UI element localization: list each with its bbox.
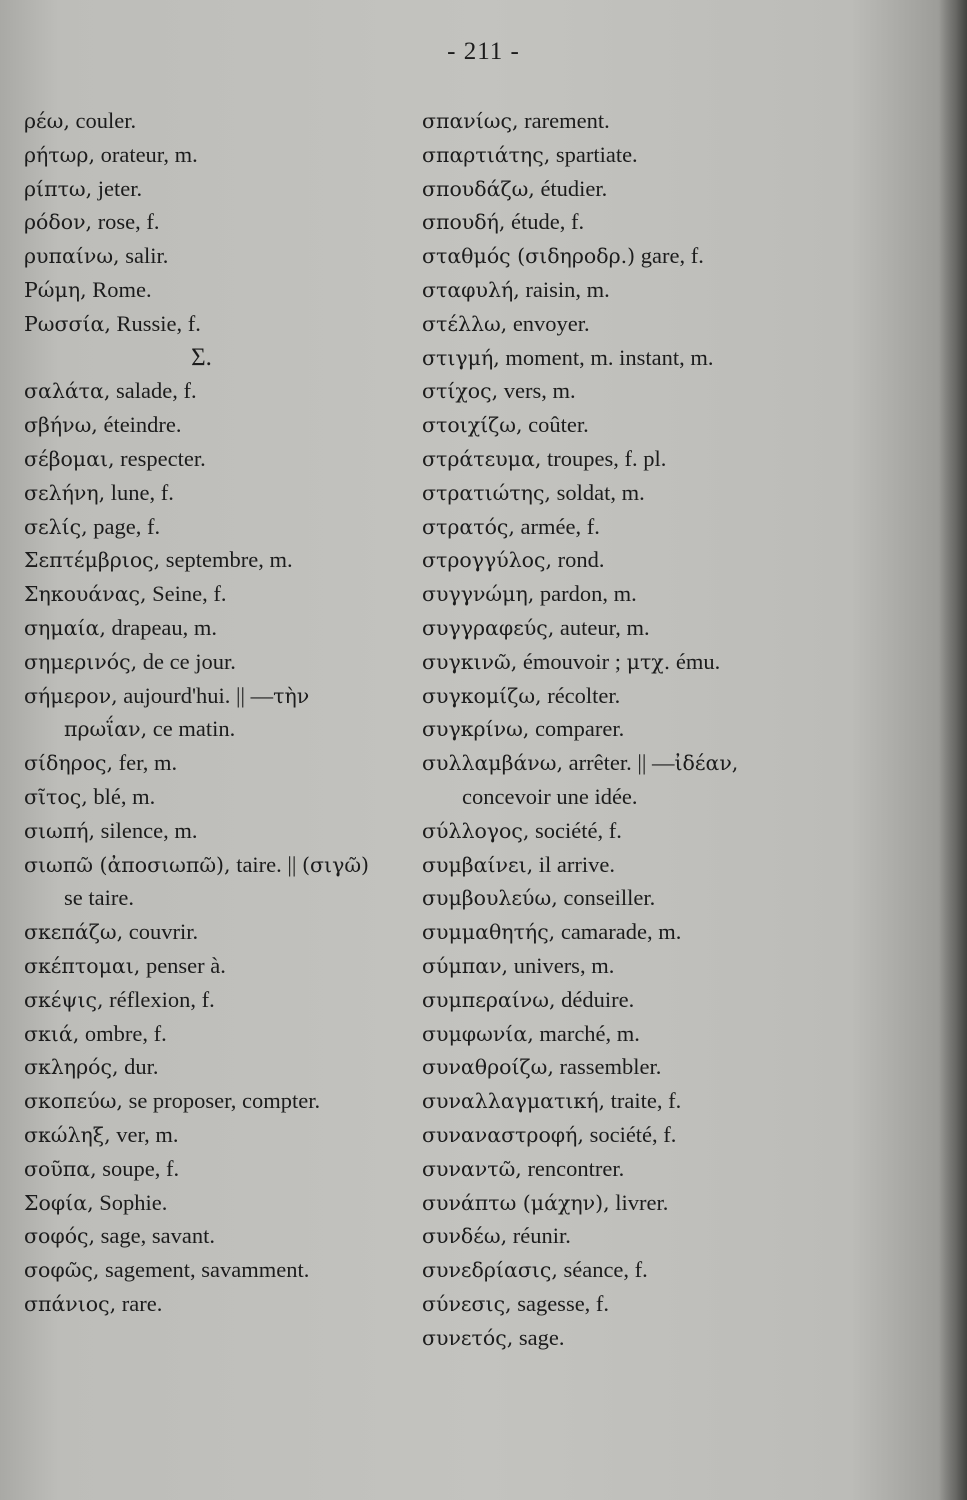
dictionary-entry (422, 1118, 942, 1152)
greek-headword: σημαία, (24, 615, 106, 640)
dictionary-entry (24, 712, 419, 746)
dictionary-entry (24, 577, 419, 611)
french-gloss: rose, f. (92, 209, 160, 235)
french-gloss: concevoir une idée. (462, 783, 638, 809)
section-heading: Σ. (191, 343, 212, 371)
dictionary-entry (422, 205, 942, 239)
greek-headword: σπαρτιάτης, (422, 142, 551, 167)
greek-headword: σκέψις, (24, 987, 104, 1012)
french-gloss: sage. (513, 1324, 565, 1350)
greek-headword: σύνεσις, (422, 1291, 512, 1316)
greek-headword: σταφυλή, (422, 277, 520, 302)
french-gloss: déduire. (555, 986, 635, 1012)
greek-headword: ρίπτω, (24, 176, 93, 201)
french-gloss: armée, f. (514, 513, 600, 539)
french-gloss: troupes, f. pl. (541, 445, 667, 471)
greek-headword: σῖτος, (24, 784, 88, 809)
french-gloss: rencontrer. (521, 1155, 625, 1181)
dictionary-entry (422, 679, 942, 713)
french-gloss: page, f. (87, 513, 161, 539)
french-gloss: Sophie. (93, 1189, 168, 1215)
dictionary-entry (422, 1287, 942, 1321)
french-gloss: Russie, f. (110, 310, 201, 336)
greek-headword: τὴν (273, 683, 310, 708)
greek-headword: στοιχίζω, (422, 413, 523, 438)
french-gloss: se taire. (64, 885, 134, 911)
dictionary-entry (24, 476, 419, 510)
greek-headword: σκεπάζω, (24, 920, 124, 945)
greek-headword: σοφός, (24, 1224, 96, 1249)
dictionary-entry (422, 1186, 942, 1220)
dictionary-entry (24, 442, 419, 476)
dictionary-entry (24, 205, 419, 239)
french-gloss: taire. || (230, 851, 303, 877)
dictionary-entry (422, 915, 942, 949)
greek-headword: στέλλω, (422, 311, 508, 336)
greek-headword: συγγραφεύς, (422, 615, 555, 640)
dictionary-entry (422, 1050, 942, 1084)
french-gloss: marché, m. (533, 1020, 640, 1046)
french-gloss: septembre, m. (160, 547, 293, 573)
dictionary-entry (422, 104, 942, 138)
dictionary-entry (422, 712, 942, 746)
french-gloss: soupe, f. (96, 1155, 180, 1181)
greek-headword: Σεπτέμβριος, (24, 548, 161, 573)
french-gloss: émouvoir ; (517, 648, 627, 674)
greek-headword: συμβαίνει, (422, 852, 534, 877)
french-gloss: réunir. (507, 1223, 571, 1249)
dictionary-entry (24, 172, 419, 206)
french-gloss: couler. (69, 108, 137, 133)
dictionary-entry (24, 1253, 419, 1287)
dictionary-entry (422, 848, 942, 882)
french-gloss: sagement, savamment. (99, 1257, 310, 1283)
french-gloss: étude, f. (505, 209, 585, 235)
greek-headword: σκιά, (24, 1021, 80, 1046)
french-gloss: aujourd'hui. || — (117, 682, 274, 708)
dictionary-entry (422, 239, 942, 273)
dictionary-entry (24, 645, 419, 679)
greek-headword: συνεδρίασις, (422, 1258, 558, 1283)
dictionary-entry (24, 814, 419, 848)
french-gloss: rond. (552, 547, 605, 573)
greek-headword: συγγνώμη, (422, 582, 535, 607)
greek-headword: συνάπτω (μάχην), (422, 1190, 610, 1215)
greek-headword: στρατός, (422, 514, 515, 539)
greek-headword: σπουδάζω, (422, 176, 535, 201)
dictionary-entry (422, 273, 942, 307)
french-gloss: drapeau, m. (105, 614, 218, 640)
french-gloss: rarement. (518, 108, 610, 133)
greek-headword: σταθμός (σιδηροδρ.) (422, 244, 636, 269)
french-gloss: dur. (118, 1054, 159, 1080)
french-gloss: auteur, m. (554, 614, 650, 640)
french-gloss: se proposer, compter. (122, 1088, 321, 1114)
dictionary-entry (422, 645, 942, 679)
greek-headword: συλλαμβάνω, (422, 751, 563, 776)
greek-headword: σκέπτομαι, (24, 953, 141, 978)
greek-headword: σοῦπα, (24, 1156, 97, 1181)
dictionary-entry (422, 1219, 942, 1253)
dictionary-entry (422, 1321, 942, 1355)
french-gloss: Rome. (86, 276, 152, 302)
french-gloss: envoyer. (507, 310, 590, 336)
french-gloss: camarade, m. (555, 919, 682, 945)
french-gloss: silence, m. (95, 817, 198, 843)
french-gloss: rassembler. (553, 1054, 662, 1080)
greek-headword: ρυπαίνω, (24, 244, 120, 269)
greek-headword: συνδέω, (422, 1224, 508, 1249)
dictionary-entry (24, 1084, 419, 1118)
french-gloss: conseiller. (557, 885, 656, 911)
french-gloss: séance, f. (557, 1257, 648, 1283)
dictionary-entry (24, 1287, 419, 1321)
dictionary-entry (422, 1084, 942, 1118)
french-gloss: réflexion, f. (103, 986, 215, 1012)
french-gloss: fer, m. (113, 750, 178, 776)
french-gloss: traite, f. (605, 1088, 682, 1114)
greek-headword: σιωπῶ (ἀποσιωπῶ), (24, 852, 231, 877)
dictionary-entry (24, 543, 419, 577)
dictionary-entry (24, 611, 419, 645)
french-gloss: pardon, m. (534, 581, 637, 607)
greek-headword: σπανίως, (422, 109, 519, 133)
greek-headword: συμβουλεύω, (422, 886, 558, 911)
greek-headword: στράτευμα, (422, 446, 542, 471)
page-edge-shadow (939, 0, 967, 1500)
greek-headword: σίδηρος, (24, 751, 114, 776)
dictionary-entry (24, 949, 419, 983)
greek-headword: σοφῶς, (24, 1258, 100, 1283)
greek-headword: στίχος, (422, 379, 499, 404)
greek-headword: Σοφία, (24, 1190, 94, 1215)
dictionary-entry (422, 510, 942, 544)
french-gloss: jeter. (92, 175, 143, 201)
french-gloss: ombre, f. (79, 1020, 167, 1046)
dictionary-entry (422, 138, 942, 172)
french-gloss: spartiate. (550, 141, 638, 167)
dictionary-entry (422, 746, 942, 780)
french-gloss: sagesse, f. (511, 1290, 610, 1316)
greek-headword: σιωπή, (24, 818, 96, 843)
greek-headword: σπάνιος, (24, 1291, 117, 1316)
dictionary-entry (24, 1118, 419, 1152)
dictionary-entry (24, 510, 419, 544)
greek-headword: ρόδον, (24, 210, 93, 235)
greek-headword: συμφωνία, (422, 1021, 534, 1046)
greek-headword: σελίς, (24, 514, 88, 539)
dictionary-entry (24, 780, 419, 814)
page-number: - 211 - (447, 38, 520, 65)
greek-headword: σέβομαι, (24, 446, 115, 471)
greek-headword: στιγμή, (422, 345, 500, 370)
french-gloss: salade, f. (110, 378, 197, 404)
greek-headword: σκληρός, (24, 1055, 119, 1080)
french-gloss: couvrir. (123, 919, 199, 945)
french-gloss: penser à. (140, 952, 226, 978)
french-gloss: arrêter. || — (563, 750, 675, 776)
dictionary-entry (24, 1050, 419, 1084)
dictionary-entry (24, 1219, 419, 1253)
dictionary-entry (24, 746, 419, 780)
french-gloss: coûter. (522, 412, 589, 438)
greek-headword: συμπεραίνω, (422, 987, 556, 1012)
french-gloss: étudier. (534, 175, 608, 201)
dictionary-entry (24, 104, 419, 138)
french-gloss: ému. (670, 648, 721, 674)
greek-headword: σβήνω, (24, 413, 98, 438)
french-gloss: comparer. (529, 716, 625, 742)
dictionary-entry (24, 138, 419, 172)
french-gloss: société, f. (583, 1121, 677, 1147)
dictionary-entry (24, 273, 419, 307)
french-gloss: soldat, m. (550, 479, 645, 505)
greek-headword: σελήνη, (24, 480, 106, 505)
greek-headword: ρέω, (24, 109, 70, 133)
greek-headword: συναντῶ, (422, 1156, 522, 1181)
greek-headword: σαλάτα, (24, 379, 111, 404)
dictionary-entry (422, 442, 942, 476)
greek-headword: συναλλαγματική, (422, 1089, 605, 1114)
dictionary-entry (24, 881, 419, 915)
greek-headword: στρογγύλος, (422, 548, 553, 573)
dictionary-entry (422, 172, 942, 206)
dictionary-entry (24, 983, 419, 1017)
dictionary-entry (422, 577, 942, 611)
french-gloss: salir. (119, 243, 169, 269)
french-gloss: sage, savant. (95, 1223, 215, 1249)
dictionary-entry (24, 848, 419, 882)
dictionary-entry (422, 881, 942, 915)
dictionary-entry (24, 239, 419, 273)
french-gloss: de ce jour. (137, 648, 236, 674)
french-gloss: gare, f. (635, 243, 704, 269)
french-gloss: éteindre. (97, 412, 182, 438)
dictionary-entry (24, 307, 419, 341)
french-gloss: livrer. (609, 1189, 669, 1215)
french-gloss: ver, m. (110, 1121, 179, 1147)
dictionary-entry (422, 1253, 942, 1287)
dictionary-entry (422, 543, 942, 577)
french-gloss: raisin, m. (519, 276, 610, 302)
dictionary-entry (422, 814, 942, 848)
dictionary-entry (24, 679, 419, 713)
dictionary-entry (24, 1186, 419, 1220)
greek-headword: Σηκουάνας, (24, 582, 147, 607)
french-gloss: société, f. (529, 817, 622, 843)
greek-headword: συγκινῶ, (422, 649, 518, 674)
dictionary-entry (422, 1017, 942, 1051)
french-gloss: univers, m. (508, 952, 615, 978)
dictionary-entry (24, 1017, 419, 1051)
greek-headword: συνετός, (422, 1325, 514, 1350)
greek-headword: συναναστροφή, (422, 1122, 584, 1147)
greek-headword: σκοπεύω, (24, 1089, 123, 1114)
greek-headword: σκώληξ, (24, 1122, 111, 1147)
french-gloss: lune, f. (105, 479, 174, 505)
dictionary-entry (422, 611, 942, 645)
dictionary-entry (422, 983, 942, 1017)
greek-headword: σημερινός, (24, 649, 138, 674)
greek-headword: συγκομίζω, (422, 683, 542, 708)
greek-headword: ἰδέαν, (674, 751, 739, 776)
french-gloss: il arrive. (533, 851, 615, 877)
greek-headword: στρατιώτης, (422, 480, 551, 505)
french-gloss: blé, m. (87, 783, 156, 809)
dictionary-entry (422, 374, 942, 408)
dictionary-column-right (422, 104, 942, 1354)
dictionary-entry (422, 408, 942, 442)
dictionary-entry (422, 949, 942, 983)
dictionary-entry (24, 374, 419, 408)
french-gloss: rare. (116, 1290, 163, 1316)
greek-headword: σύλλογος, (422, 818, 530, 843)
dictionary-entry (422, 307, 942, 341)
dictionary-entry (422, 780, 942, 814)
dictionary-entry (24, 1152, 419, 1186)
dictionary-entry (422, 476, 942, 510)
greek-headword: συγκρίνω, (422, 717, 530, 742)
greek-headword: σύμπαν, (422, 953, 509, 978)
greek-headword: πρωΐαν, (64, 717, 148, 742)
greek-headword: Ρώμη, (24, 277, 87, 302)
greek-headword: σπουδή, (422, 210, 506, 235)
french-gloss: orateur, m. (94, 141, 198, 167)
dictionary-column-left (24, 104, 419, 1321)
dictionary-entry (24, 408, 419, 442)
greek-headword: Ρωσσία, (24, 311, 111, 336)
greek-headword: συμμαθητής, (422, 920, 556, 945)
greek-headword: μτχ. (626, 649, 671, 674)
greek-headword: σήμερον, (24, 683, 118, 708)
french-gloss: récolter. (541, 682, 621, 708)
french-gloss: respecter. (114, 445, 206, 471)
greek-headword: (σιγῶ) (302, 852, 370, 877)
french-gloss: Seine, f. (146, 581, 227, 607)
dictionary-entry (24, 915, 419, 949)
french-gloss: ce matin. (147, 716, 236, 742)
dictionary-entry (422, 341, 942, 375)
greek-headword: συναθροίζω, (422, 1055, 554, 1080)
french-gloss: moment, m. instant, m. (499, 344, 714, 370)
french-gloss: vers, m. (498, 378, 576, 404)
greek-headword: ρήτωρ, (24, 142, 95, 167)
dictionary-entry (422, 1152, 942, 1186)
